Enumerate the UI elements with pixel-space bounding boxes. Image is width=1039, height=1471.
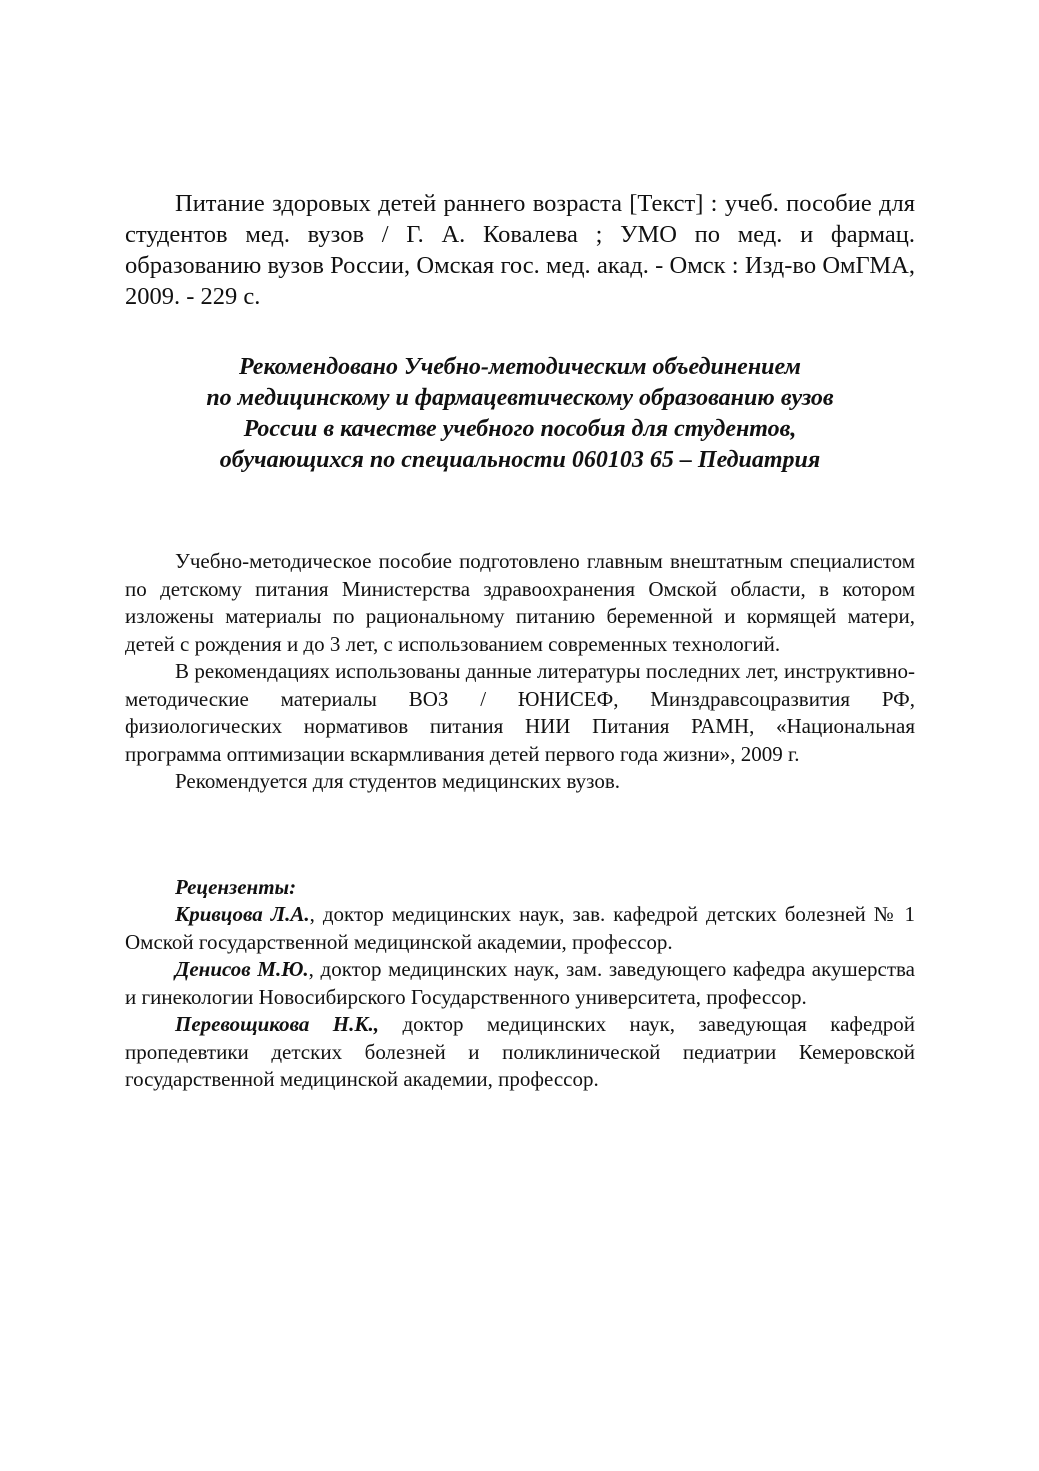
- annotation-paragraph: Учебно-методическое пособие подготовлено главным внештатным специалистом по детскому питания Министерства здравоохранения Омской области, в котором изложены материалы по рациональному питанию беременной и кормящей матери, детей с рождения и до 3 лет, с использованием современных технологий.: [125, 549, 915, 656]
- recommendation-line: обучающихся по специальности 060103 65 – Педиатрия: [219, 447, 821, 473]
- reviewers-heading-row: [125, 874, 915, 902]
- reviewer-details: , доктор медицинских наук, зам. заведующего кафедра акушерства и гинекологии Новосибирского Государственного университета, профессор.: [125, 957, 915, 1009]
- annotation-section: [125, 548, 915, 796]
- reviewer-name: Перевощикова Н.К.,: [175, 1012, 380, 1036]
- reviewers-section: [125, 874, 915, 1094]
- reviewers-heading: Рецензенты:: [175, 874, 297, 899]
- bibliographic-record: Питание здоровых детей раннего возраста [Текст] : учеб. пособие для студентов мед. вузов / Г. А. Ковалева ; УМО по мед. и фармац. образованию вузов России, Омская гос. мед. акад. - Омск : Изд-во ОмГМА, 2009. - 229 с.: [125, 190, 915, 310]
- annotation-paragraph: В рекомендациях использованы данные литературы последних лет, инструктивно-методические материалы ВОЗ / ЮНИСЕФ, Минздравсоцразвития РФ, физиологических нормативов питания НИИ Питания РАМН, «Национальная программа оптимизации вскармливания детей первого года жизни», 2009 г.: [125, 659, 915, 766]
- recommendation-block: [125, 352, 915, 476]
- reviewer-entry: [125, 1011, 915, 1094]
- recommendation-line: России в качестве учебного пособия для студентов,: [243, 416, 797, 442]
- reviewer-name: Денисов М.Ю.: [175, 957, 309, 981]
- reviewer-entry: [125, 901, 915, 956]
- annotation-paragraph: Рекомендуется для студентов медицинских вузов.: [175, 769, 620, 793]
- recommendation-line: по медицинскому и фармацевтическому образованию вузов: [206, 385, 834, 411]
- reviewer-details: , доктор медицинских наук, зав. кафедрой детских болезней № 1 Омской государственной медицинской академии, профессор.: [125, 902, 915, 954]
- document-page: [125, 188, 915, 1094]
- recommendation-line: Рекомендовано Учебно-методическим объединением: [239, 354, 801, 380]
- reviewer-entry: [125, 956, 915, 1011]
- reviewer-details: доктор медицинских наук, заведующая кафедрой пропедевтики детских болезней и поликлинической педиатрии Кемеровской государственной медицинской академии, профессор.: [125, 1012, 915, 1091]
- reviewer-name: Кривцова Л.А.: [175, 902, 310, 926]
